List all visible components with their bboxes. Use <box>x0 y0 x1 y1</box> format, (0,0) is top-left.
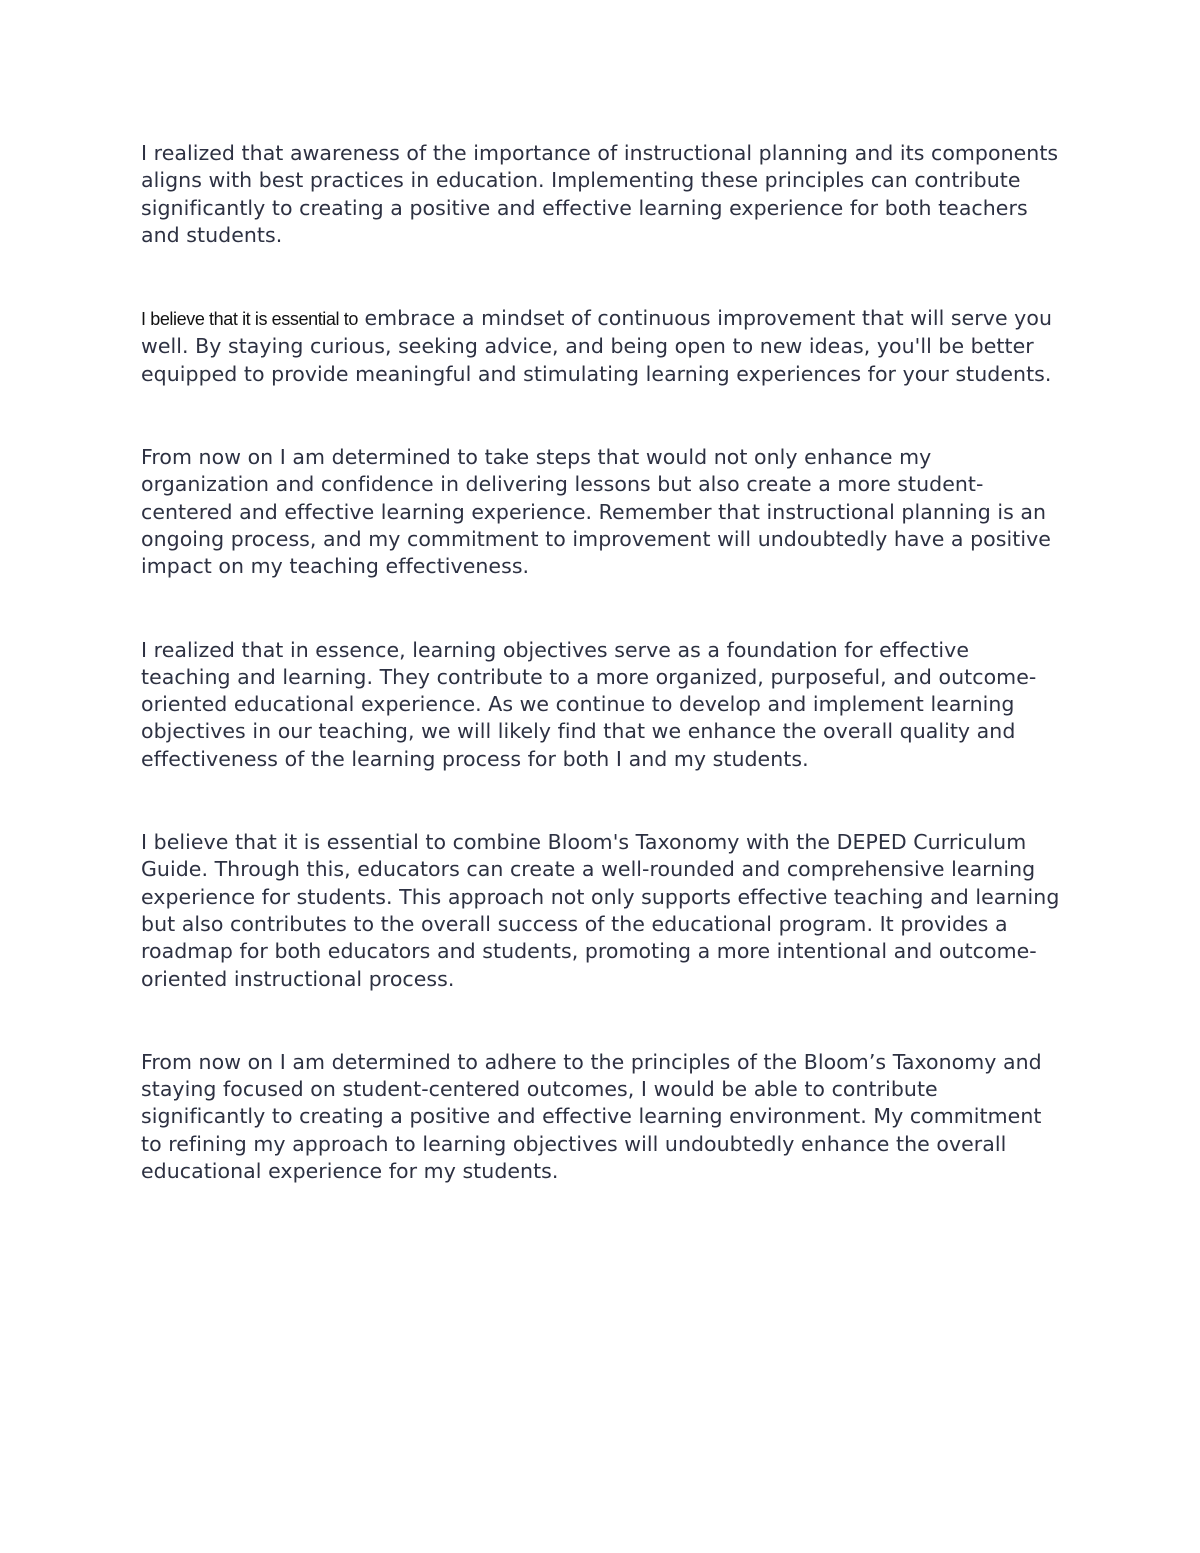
paragraph-continuous-improvement <box>141 305 1061 388</box>
paragraph-text: I realized that in essence, learning objectives serve as a foundation for effective teaching and learning. They contribute to a more organized, purposeful, and outcome-oriented educational experience. As we continue to develop and implement learning objectives in our teaching, we will likely find that we enhance the overall quality and effectiveness of the learning process for both I and my students. <box>141 637 1037 771</box>
document-body <box>141 140 1061 1185</box>
paragraph-text: I realized that awareness of the importance of instructional planning and its components aligns with best practices in education. Implementing these principles can contribute significantly to creating a positive and effective learning experience for both teachers and students. <box>141 141 1059 247</box>
paragraph-text: I believe that it is essential to combine Bloom's Taxonomy with the DEPED Curriculum Guide. Through this, educators can create a well-rounded and comprehensive learning experience for students. This approach not only supports effective teaching and learning but also contributes to the overall success of the educational program. It provides a roadmap for both educators and students, promoting a more intentional and outcome-oriented instructional process. <box>141 830 1060 991</box>
paragraph-text: From now on I am determined to take steps that would not only enhance my organization and confidence in delivering lessons but also create a more student-centered and effective learning experience. Remember that instructional planning is an ongoing process, and my commitment to improvement will undoubtedly have a positive impact on my teaching effectiveness. <box>141 445 1051 579</box>
paragraph-text: From now on I am determined to adhere to the principles of the Bloom’s Taxonomy and staying focused on student-centered outcomes, I would be able to contribute significantly to creating a positive and effective learning environment. My commitment to refining my approach to learning objectives will undoubtedly enhance the overall educational experience for my students. <box>141 1049 1042 1184</box>
paragraph-determined-steps <box>141 444 1061 580</box>
paragraph-blooms-taxonomy-deped <box>141 829 1061 993</box>
paragraph-text: embrace a mindset of continuous improvement that will serve you well. By staying curious, seeking advice, and being open to new ideas, you'll be better equipped to provide meaningful and stimulating learning experiences for your students. <box>141 306 1053 386</box>
paragraph-learning-objectives <box>141 637 1061 773</box>
paragraph-blooms-commitment <box>141 1049 1061 1185</box>
paragraph-instructional-planning-awareness <box>141 140 1061 249</box>
paragraph-lead-in: I believe that it is essential to <box>141 309 358 330</box>
